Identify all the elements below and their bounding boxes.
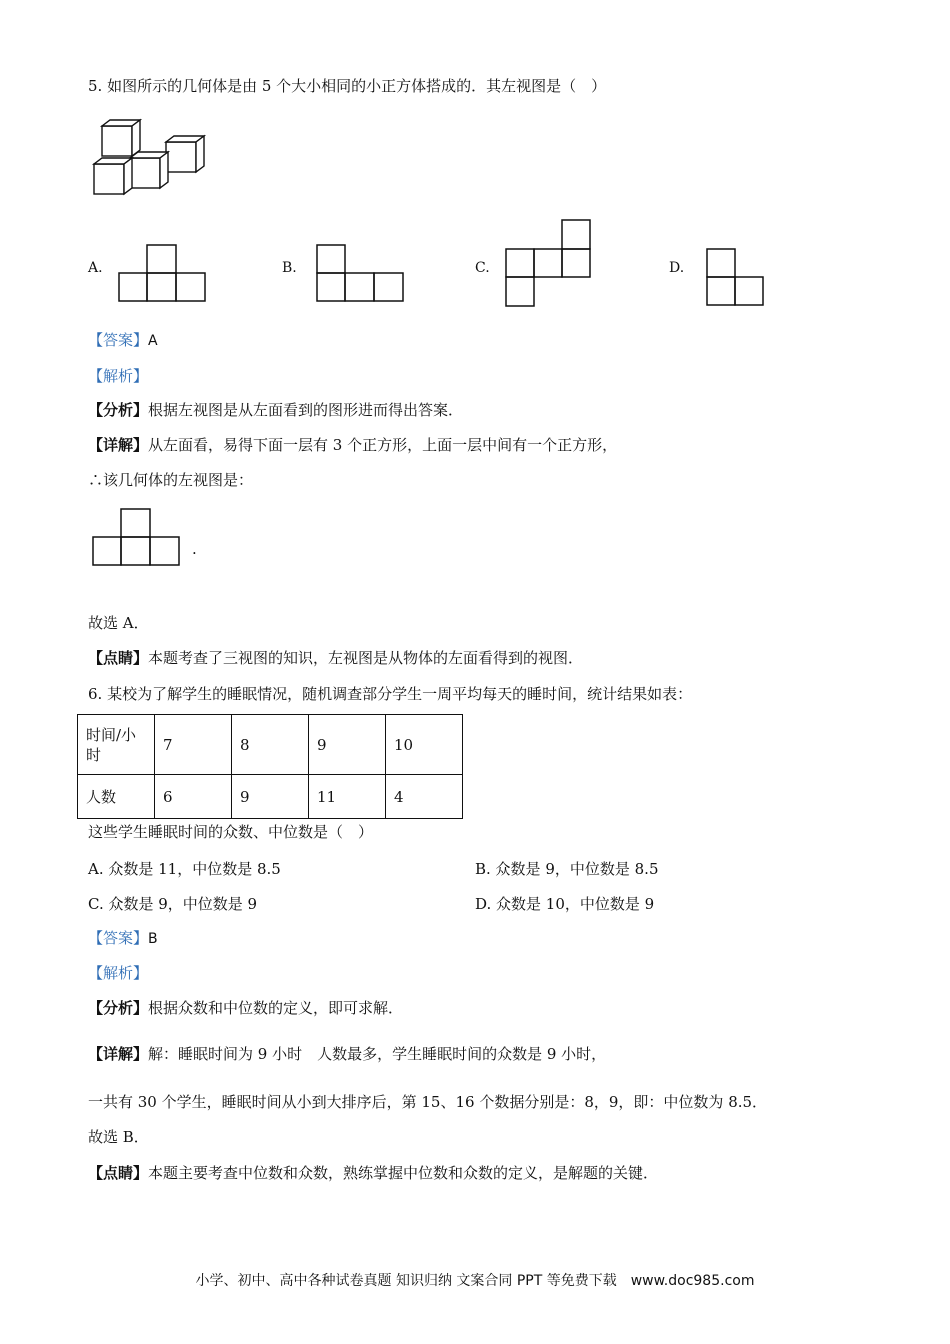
option-b-label: B. — [282, 260, 297, 276]
q5-dianjing — [88, 648, 583, 668]
q6-stem: 6. 某校为了解学生的睡眠情况，随机调查部分学生一周平均每天的睡时间，统计结果如表： — [88, 685, 693, 703]
xiangjie-text: 从左面看，易得下面一层有 3 个正方形，上面一层中间有一个正方形， — [148, 436, 618, 454]
fenxi-text: 根据众数和中位数的定义，即可求解． — [148, 999, 404, 1017]
fenxi-tag: 【分析】 — [88, 999, 149, 1017]
option-d-figure — [706, 248, 764, 306]
table-row — [78, 715, 463, 775]
table-cell: 10 — [386, 715, 463, 775]
q5-answer — [88, 330, 158, 351]
answer-tag: 【答案】 — [88, 929, 149, 947]
table-header-cell: 人数 — [78, 775, 155, 819]
option-a-label: A. — [88, 260, 103, 276]
table-cell: 7 — [155, 715, 232, 775]
q5-stem: 5. 如图所示的几何体是由 5 个大小相同的小正方体搭成的．其左视图是（ ） — [88, 77, 607, 95]
q6-dianjing — [88, 1163, 658, 1183]
option-c-label: C. — [475, 260, 490, 276]
q5-conclusion: 故选 A． — [88, 614, 149, 632]
q6-option-b: B. 众数是 9，中位数是 8.5 — [475, 860, 659, 878]
table-header-cell: 时间/小 时 — [78, 715, 155, 775]
table-cell: 6 — [155, 775, 232, 819]
table-cell: 8 — [232, 715, 309, 775]
q6-option-d: D. 众数是 10，中位数是 9 — [475, 895, 655, 913]
table-cell: 9 — [309, 715, 386, 775]
table-cell: 4 — [386, 775, 463, 819]
q6-analysis-tag: 【解析】 — [88, 964, 149, 982]
option-d-label: D. — [669, 260, 685, 276]
q6-answer — [88, 928, 158, 949]
answer-value: B — [148, 931, 158, 947]
option-c-figure — [505, 219, 591, 307]
table-cell: 9 — [232, 775, 309, 819]
q5-fenxi — [88, 400, 463, 420]
dianjing-tag: 【点睛】 — [88, 1164, 149, 1182]
option-a-figure — [118, 244, 206, 302]
xiangjie-text: 解：睡眠时间为 9 小时 人数最多，学生睡眠时间的众数是 9 小时， — [148, 1045, 607, 1063]
fenxi-tag: 【分析】 — [88, 401, 149, 419]
q6-question: 这些学生睡眠时间的众数、中位数是（ ） — [88, 823, 374, 841]
answer-value: A — [148, 333, 158, 349]
q6-line2: 一共有 30 个学生，睡眠时间从小到大排序后，第 15、16 个数据分别是：8，9，即：中位数为 8.5． — [88, 1093, 768, 1111]
q6-option-c: C. 众数是 9，中位数是 9 — [88, 895, 258, 913]
xiangjie-tag: 【详解】 — [88, 1045, 149, 1063]
xiangjie-tag: 【详解】 — [88, 436, 149, 454]
q6-xiangjie — [88, 1044, 606, 1064]
q6-conclusion: 故选 B． — [88, 1128, 149, 1146]
page-footer: 小学、初中、高中各种试卷真题 知识归纳 文案合同 PPT 等免费下载 www.doc985.com — [195, 1273, 755, 1289]
q5-analysis-tag: 【解析】 — [88, 367, 149, 385]
dianjing-tag: 【点睛】 — [88, 649, 149, 667]
q6-option-a: A. 众数是 11，中位数是 8.5 — [88, 860, 281, 878]
figure-period: . — [192, 540, 197, 558]
q6-fenxi — [88, 998, 403, 1018]
q5-xiangjie — [88, 435, 617, 455]
cube-figure — [90, 118, 210, 198]
sleep-table — [77, 714, 463, 819]
dianjing-text: 本题考查了三视图的知识，左视图是从物体的左面看得到的视图． — [148, 649, 584, 667]
fenxi-text: 根据左视图是从左面看到的图形进而得出答案． — [148, 401, 464, 419]
answer-tag: 【答案】 — [88, 331, 149, 349]
q5-therefore: ∴该几何体的左视图是： — [88, 471, 254, 489]
table-cell: 11 — [309, 775, 386, 819]
dianjing-text: 本题主要考查中位数和众数，熟练掌握中位数和众数的定义，是解题的关键． — [148, 1164, 659, 1182]
option-b-figure — [316, 244, 404, 302]
left-view-figure — [92, 508, 180, 566]
table-row — [78, 775, 463, 819]
